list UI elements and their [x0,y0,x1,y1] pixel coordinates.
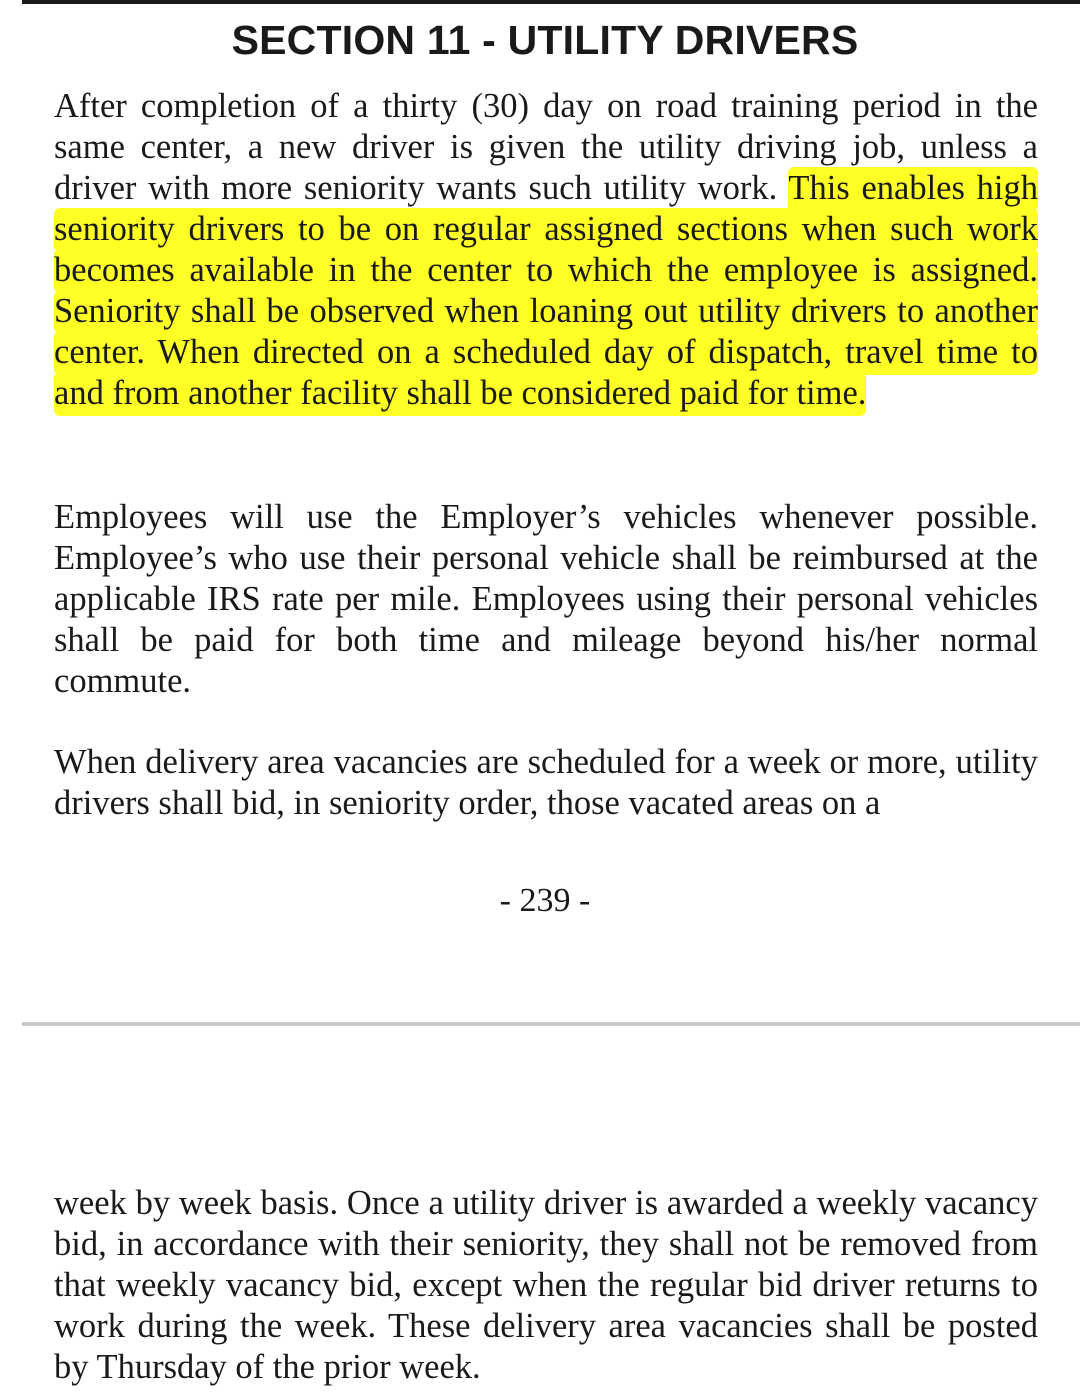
paragraph-vehicles: Employees will use the Employer’s vehicles whenever possible. Employee’s who use their personal vehicle shall be reimbursed at the applicable IRS rate per mile. Employees using their personal vehicles shall be paid for both time and mileage beyond his/her normal commute. [54,498,1038,700]
paragraph-training-period [54,86,1038,414]
page-number: - 239 - [499,882,591,919]
top-rule [22,0,1080,4]
paragraph-vacancies-continued: week by week basis. Once a utility driver is awarded a weekly vacancy bid, in accordance with their seniority, they shall not be removed from that weekly vacancy bid, except when the regular bid driver returns to work during the week. These delivery area vacancies shall be posted by Thursday of the prior week. [54,1184,1038,1386]
paragraph-vacancies-start: When delivery area vacancies are scheduled for a week or more, utility drivers shall bid, in seniority order, those vacated areas on a [54,743,1038,822]
page-divider [22,1022,1080,1026]
paragraph-plain-text: After completion of a thirty (30) day on road training period in the same center, a new driver is given the utility driving job, unless a driver with more seniority wants such utility work. [54,87,1038,207]
section-title: SECTION 11 - UTILITY DRIVERS [231,17,859,63]
highlighted-text[interactable]: This enables high seniority drivers to be on regular assigned sections when such work becomes available in the center to which the employee is assigned. Seniority shall be observed when loaning out utility drivers to another center. When directed on a scheduled day of dispatch, travel time to and from another facility shall be considered paid for time. [54,167,1038,416]
